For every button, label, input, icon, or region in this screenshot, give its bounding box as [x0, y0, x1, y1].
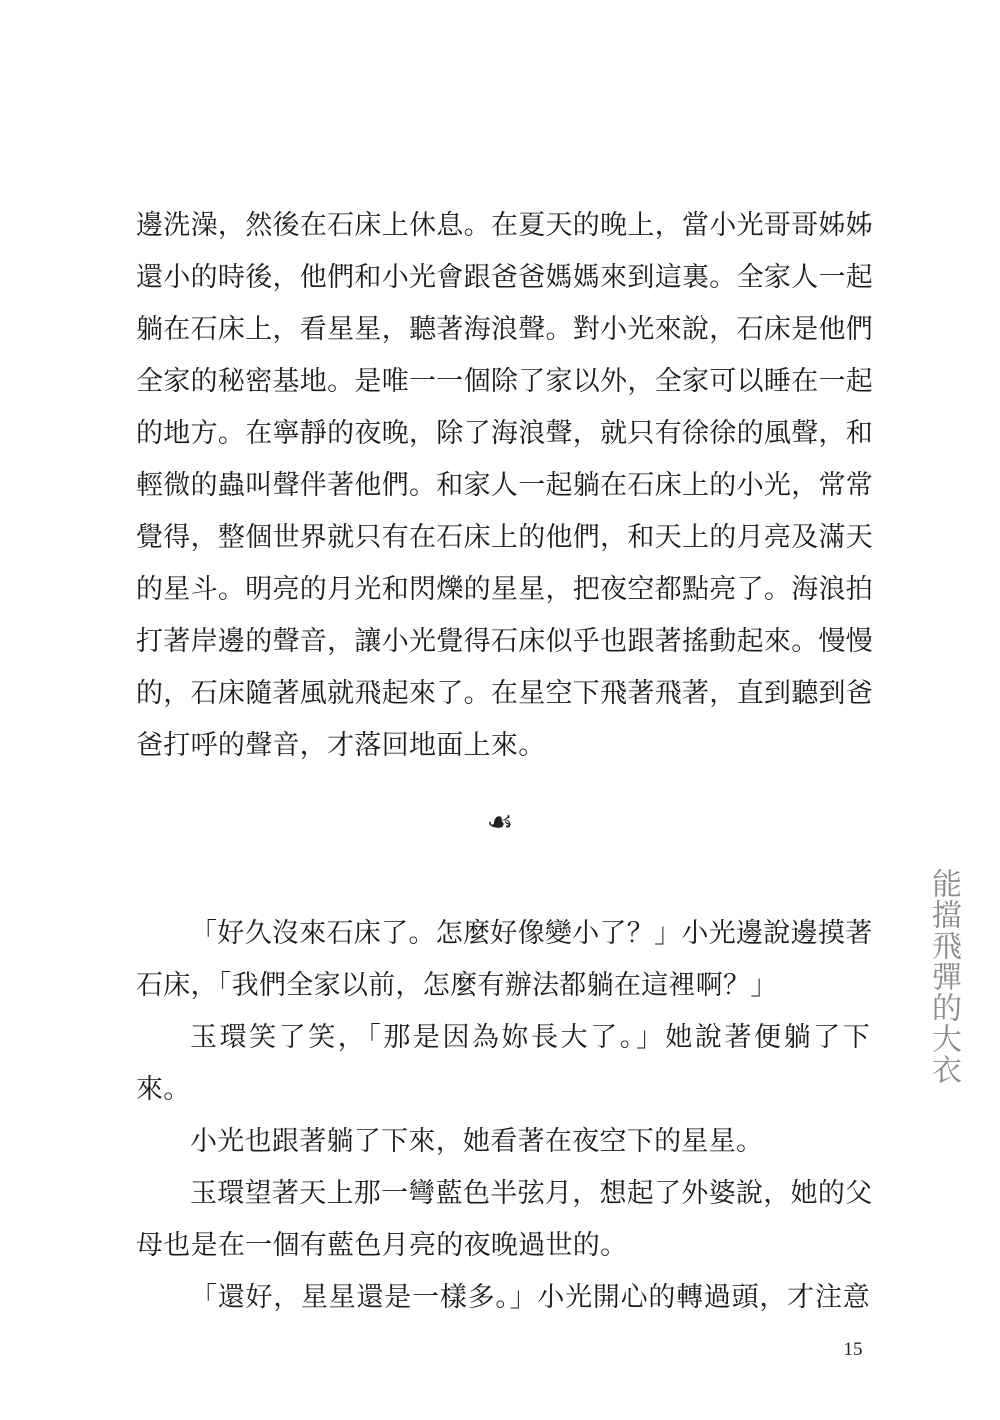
running-book-title: 能擋飛彈的大衣 — [926, 868, 961, 1085]
text-line: 的，石床隨著風就飛起來了。在星空下飛著飛著，直到聽到爸 — [136, 678, 874, 709]
text-line: 邊洗澡，然後在石床上休息。在夏天的晚上，當小光哥哥姊姊 — [136, 210, 874, 241]
text-line: 玉環望著天上那一彎藍色半弦月，想起了外婆說，她的父 — [190, 1178, 873, 1209]
text-line: 「還好，星星還是一樣多。」小光開心的轉過頭，才注意 — [190, 1282, 870, 1313]
text-line: 打著岸邊的聲音，讓小光覺得石床似乎也跟著搖動起來。慢慢 — [136, 626, 874, 657]
text-line: 爸打呼的聲音，才落回地面上來。 — [136, 730, 546, 761]
dialogue-section — [136, 908, 873, 1324]
text-line: 躺在石床上，看星星，聽著海浪聲。對小光來說，石床是他們 — [136, 314, 874, 345]
page-number: 15 — [843, 1339, 863, 1360]
text-line: 還小的時後，他們和小光會跟爸爸媽媽來到這裏。全家人一起 — [136, 262, 874, 293]
text-line: 玉環笑了笑，「那是因為妳長大了。」她說著便躺了下 — [190, 1022, 870, 1053]
paragraph-continued — [136, 200, 874, 772]
text-line: 石床，「我們全家以前，怎麼有辦法都躺在這裡啊？」 — [136, 970, 778, 1001]
section-break-ornament-icon: ☙ — [486, 805, 514, 840]
text-line: 母也是在一個有藍色月亮的夜晚過世的。 — [136, 1230, 628, 1261]
text-line: 的地方。在寧靜的夜晚，除了海浪聲，就只有徐徐的風聲，和 — [136, 418, 874, 449]
text-line: 來。 — [136, 1074, 191, 1105]
text-line: 「好久沒來石床了。怎麼好像變小了？」小光邊說邊摸著 — [190, 918, 873, 949]
text-line: 小光也跟著躺了下來，她看著在夜空下的星星。 — [190, 1126, 764, 1157]
text-line: 的星斗。明亮的月光和閃爍的星星，把夜空都點亮了。海浪拍 — [136, 574, 874, 605]
text-line: 覺得，整個世界就只有在石床上的他們，和天上的月亮及滿天 — [136, 522, 874, 553]
text-line: 全家的秘密基地。是唯一一個除了家以外，全家可以睡在一起 — [136, 366, 874, 397]
text-line: 輕微的蟲叫聲伴著他們。和家人一起躺在石床上的小光，常常 — [136, 470, 874, 501]
